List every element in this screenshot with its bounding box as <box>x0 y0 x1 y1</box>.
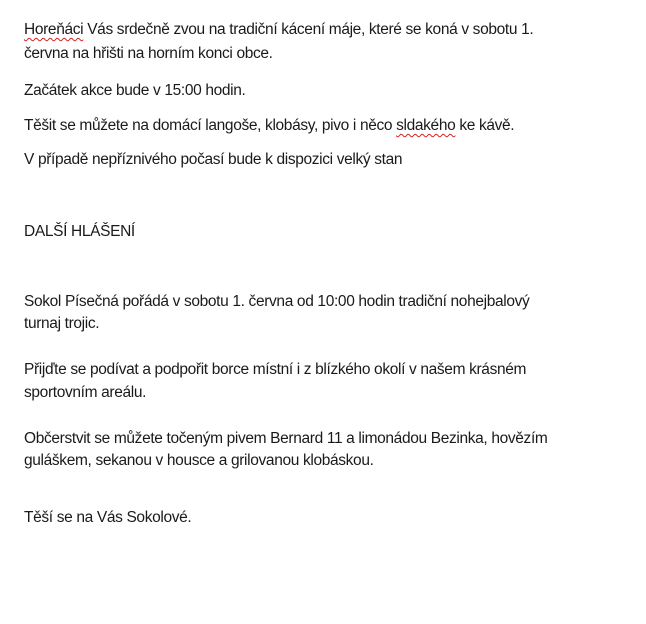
paragraph-come-line-2: sportovním areálu. <box>24 384 147 401</box>
paragraph-sokol-line-2: turnaj trojic. <box>24 315 100 332</box>
misspelled-word[interactable]: Horeňáci <box>24 21 84 38</box>
paragraph-invitation-line-1 <box>24 19 533 41</box>
paragraph-refreshments-line-2: guláškem, sekanou v housce a grilovanou klobáskou. <box>24 452 374 469</box>
misspelled-word[interactable]: sldakého <box>396 117 456 134</box>
section-heading: DALŠÍ HLÁŠENÍ <box>24 223 135 240</box>
text: Vás srdečně zvou na tradiční kácení máje, které se koná v sobotu 1. <box>83 21 534 38</box>
paragraph-refreshments-line-1: Občerstvit se můžete točeným pivem Bernard 11 a limonádou Bezinka, hovězím <box>24 430 548 447</box>
text: Těšit se můžete na domácí langoše, klobásy, pivo i něco <box>24 117 397 134</box>
paragraph-come-line-1: Přijďte se podívat a podpořit borce místní i z blízkého okolí v našem krásném <box>24 361 527 378</box>
paragraph-sokol-line-1: Sokol Písečná pořádá v sobotu 1. června od 10:00 hodin tradiční nohejbalový <box>24 293 530 310</box>
paragraph-weather: V případě nepříznivého počasí bude k dispozici velký stan <box>24 151 403 168</box>
paragraph-invitation-line-2: června na hřišti na horním konci obce. <box>24 45 273 62</box>
text: ke kávě. <box>455 117 515 134</box>
closing-line: Těší se na Vás Sokolové. <box>24 509 192 526</box>
paragraph-start-time: Začátek akce bude v 15:00 hodin. <box>24 82 246 99</box>
paragraph-food <box>24 115 514 137</box>
